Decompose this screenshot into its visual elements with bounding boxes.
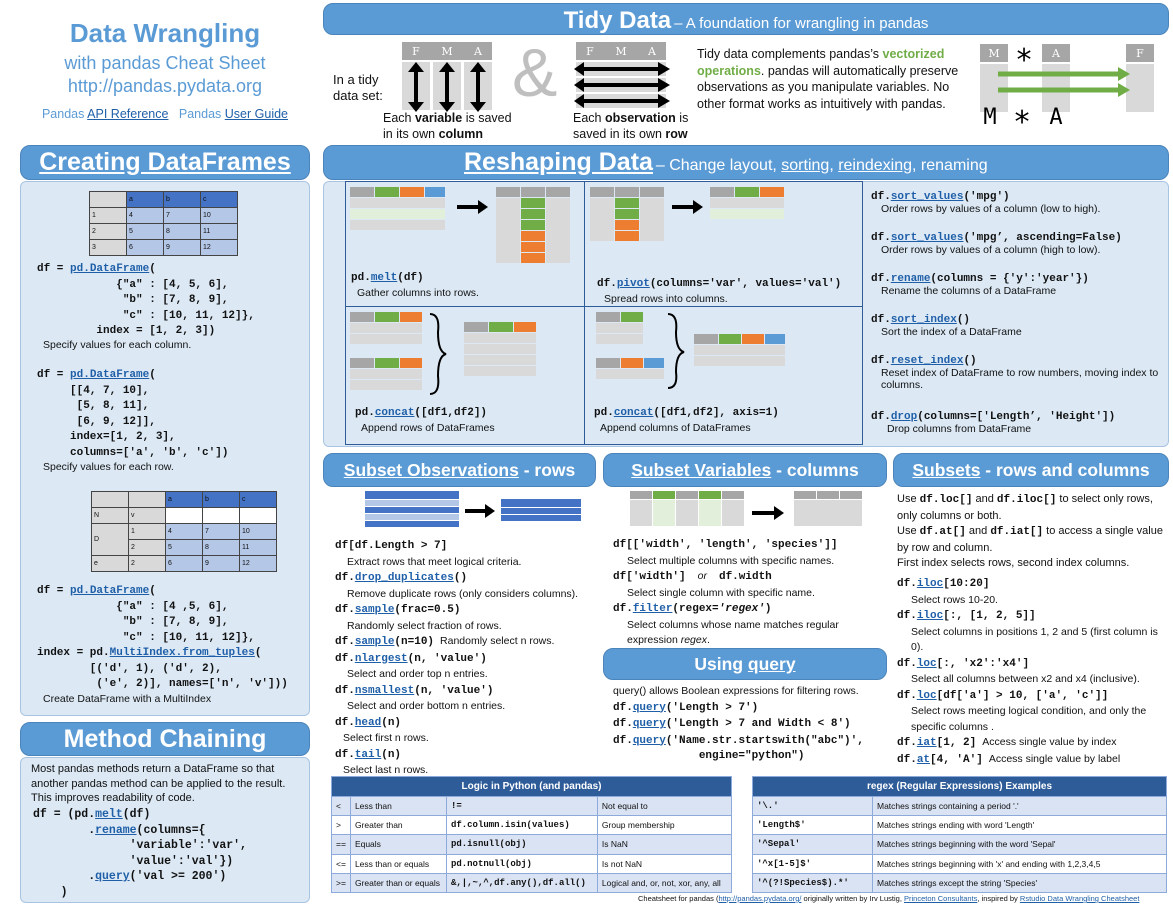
logic-table-title: Logic in Python (and pandas) [332,777,732,797]
pandas-url[interactable]: http://pandas.pydata.org [67,76,263,96]
code-dataframe-multiindex: df = pd.DataFrame( {"a" : [4 ,5, 6], "b" : [7, 8, 9], "c" : [10, 11, 12]}, index = pd.MultiIndex.from_tuples( [('d', 1), ('d', 2), ('e', 2)], names=['n', 'v'])) [37,585,288,690]
ampersand: & [512,35,558,111]
creating-title: Creating DataFrames [39,148,291,176]
vars-single-column-desc: Select single column with specific name. [627,586,815,599]
page-title: Data Wrangling [69,18,261,48]
guide-prefix: Pandas [178,107,222,121]
using-query-header: Using query [603,648,887,680]
obs-item-drop-duplicates: df.drop_duplicates() Remove duplicate rows (only considers columns). [335,572,579,600]
svg-text:A: A [1052,47,1060,60]
subset-columns-graphic [630,491,870,531]
chaining-desc: Most pandas methods return a DataFrame so that another pandas method can be applied to the result. This improves readability of code. [31,763,286,804]
obs-item-sample-frac: df.sample(frac=0.5) Randomly select fraction of rows. [335,604,502,632]
desc-dataframe-multiindex: Create DataFrame with a MultiIndex [43,693,212,705]
footer-pandas-link[interactable]: http://pandas.pydata.org/ [718,894,802,903]
obs-item-nlargest: df.nlargest(n, 'value') Select and order top n entries. [335,652,488,680]
creating-dataframes-header [20,145,310,180]
concat-columns-desc: Append columns of DataFrames [600,422,751,434]
table-row: '^Sepal' Matches strings beginning with the word 'Sepal' [753,835,1167,854]
subset-at: df.at[4, 'A'] Access single value by label [897,752,1121,766]
regex-table-box [752,776,1167,893]
query-example-1: df.query('Length > 7') [613,701,759,714]
pivot-desc: Spread rows into columns. [604,293,728,305]
melt-graphic [350,187,580,272]
in-tidy-line1: In a tidy [333,72,379,87]
method-sort-index: df.sort_index() Sort the index of a DataFrame [871,314,1022,338]
vectorized-graphic [978,42,1164,132]
method-sort-values: df.sort_values('mpg') Order rows by values of a column (low to high). [871,191,1101,215]
tidy-data-title: Tidy Data [563,7,672,34]
table-row: == Equals pd.isnull(obj) Is NaN [332,835,732,854]
subset-loc-condition: df.loc[df['a'] > 10, ['a', 'c']] Select rows meeting logical condition, and only the specific columns . [897,689,1147,733]
footer-credit: Cheatsheet for pandas (http://pandas.pydata.org/ originally written by Irv Lustig, Princeton Consultants, inspired by Rstudio Data Wrangling Cheatsheet [638,894,1140,903]
obs-item-head: df.head(n) Select first n rows. [335,716,429,744]
col-label-a2: A [648,45,656,58]
subset-iat: df.iat[1, 2] Access single value by index [897,736,1117,749]
footer-princeton-link[interactable]: Princeton Consultants [904,894,978,903]
regex-table-title: regex (Regular Expressions) Examples [753,777,1167,797]
in-tidy-label [333,72,383,104]
melt-method: pd.melt(df) [351,272,424,284]
concat-rows-desc: Append rows of DataFrames [361,422,495,434]
svg-text:*: * [1012,105,1032,132]
tidy-data-subtitle: – A foundation for wrangling in pandas [674,15,929,32]
code-dataframe-list: df = pd.DataFrame( [[4, 7, 10], [5, 8, 11], [6, 9, 12]], index=[1, 2, 3], columns=['a', 'b', 'c']) [37,369,229,459]
method-drop: df.drop(columns=['Length’, 'Height']) Drop columns from DataFrame [871,411,1116,435]
subset-rows-graphic [365,491,585,531]
query-desc: query() allows Boolean expressions for filtering rows. [613,685,859,697]
vars-multi-columns-code: df[['width', 'length', 'species']] [613,539,838,551]
table-row: '^x[1-5]$' Matches strings beginning with 'x' and ending with 1,2,3,4,5 [753,854,1167,873]
query-example-2: df.query('Length > 7 and Width < 8') [613,718,851,730]
desc-dataframe-dict: Specify values for each column. [43,339,192,351]
method-reset-index: df.reset_index() Reset index of DataFrame to row numbers, moving index to columns. [871,355,1159,391]
observations-rows-graphic [572,40,672,112]
concat-rows-method: pd.concat([df1,df2]) [355,407,488,419]
obs-item-sample-n: df.sample(n=10) Randomly select n rows. [335,635,555,648]
observation-caption: Each observation is saved in its own row [573,111,689,141]
query-section [613,684,888,765]
svg-text:F: F [1136,47,1144,60]
regex-table [752,776,1167,893]
subset-variables-header: Subset Variables - columns [603,453,887,487]
col-label-f2: F [586,45,594,58]
pivot-method: df.pivot(columns='var', values='val') [597,278,842,290]
tidy-data-header [323,3,1169,35]
logic-table [331,776,732,893]
reference-links [20,107,310,121]
vars-multi-columns-desc: Select multiple columns with specific names. [627,554,835,567]
reshape-methods-list [871,190,1165,435]
code-method-chain: df = (pd.melt(df) .rename(columns={ 'variable':'var', 'value':'val'}) .query('val >= 200') ) [33,808,247,899]
svg-text:*: * [1014,43,1034,78]
reshaping-header: Reshaping Data – Change layout, sorting, reindexing, renaming [323,145,1169,180]
pivot-graphic [590,187,820,272]
method-chaining-header [20,722,310,756]
subset-rows-list [335,538,600,779]
api-reference-link[interactable]: API Reference [87,107,169,121]
svg-text:M: M [988,47,1000,60]
obs-item-tail: df.tail(n) Select last n rows. [335,748,429,776]
subset-columns-list [613,538,888,649]
vars-single-column-code: df['width'] or df.width [613,570,772,583]
in-tidy-line2: data set: [333,88,383,103]
api-prefix: Pandas [41,107,85,121]
footer-rstudio-link[interactable]: Rstudio Data Wrangling Cheatsheet [1019,894,1140,903]
col-label-a: A [474,45,482,58]
logic-table-box [331,776,732,893]
subset-observations-header: Subset Observations - rows [323,453,596,487]
table-row: > Greater than df.column.isin(values) Group membership [332,816,732,835]
table-row: '^(?!Species$).*' Matches strings except the string 'Species' [753,873,1167,892]
col-label-f: F [412,45,420,58]
concat-rows-graphic [350,312,580,402]
svg-text:A: A [1049,105,1063,130]
subsets-header: Subsets - rows and columns [893,453,1169,487]
vars-filter-code: df.filter(regex='regex') [613,603,772,615]
query-example-3-cont: engine="python") [613,750,805,762]
header [20,18,310,121]
melt-desc: Gather columns into rows. [357,287,479,299]
table-row: '\.' Matches strings containing a period '.' [753,797,1167,816]
method-sort-values-desc: df.sort_values('mpg’, ascending=False) Order rows by values of a column (high to low). [871,232,1122,256]
method-rename: df.rename(columns = {'y':'year'}) Rename the columns of a DataFrame [871,273,1089,297]
user-guide-link[interactable]: User Guide [224,107,289,121]
page-subtitle: with pandas Cheat Sheet [64,53,266,73]
subsets-intro: Use df.loc[] and df.iloc[] to select only rows, only columns or both. Use df.at[] and df.iat[] to access a single value by row and column. First index selects rows, second index columns. [897,493,1163,569]
df-table-multiindex: a b c N v D 1 4 7 10 2 5 8 11 e 2 6 9 12 [91,491,277,572]
table-row: 'Length$' Matches strings ending with word 'Length' [753,816,1167,835]
concat-columns-method: pd.concat([df1,df2], axis=1) [594,407,779,419]
subsets-list [897,576,1167,768]
chaining-title: Method Chaining [63,725,267,753]
desc-dataframe-list: Specify values for each row. [43,461,174,473]
subset-iloc-rows: df.iloc[10:20] Select rows 10-20. [897,578,998,606]
reshaping-title: Reshaping Data [464,148,653,176]
col-label-m: M [441,45,453,58]
tidy-description: Tidy data complements pandas’s vectorized operations. pandas will automatically preserve observations as you manipulate variables. No other format works as intuitively with pandas. [697,47,959,111]
vars-filter-desc: Select columns whose name matches regular expression regex. [627,618,839,646]
table-row: <= Less than or equals pd.notnull(obj) Is not NaN [332,854,732,873]
subset-iloc-columns: df.iloc[:, [1, 2, 5]] Select columns in positions 1, 2 and 5 (first column is 0). [897,610,1158,653]
code-dataframe-dict: df = pd.DataFrame( {"a" : [4, 5, 6], "b" : [7, 8, 9], "c" : [10, 11, 12]}, index = [1, 2, 3]) [37,263,255,337]
obs-item-logical: df[df.Length > 7] Extract rows that meet logical criteria. [335,540,522,568]
variable-caption: Each variable is saved in its own column [383,111,512,141]
df-table-1: a b c 1 4 7 10 2 5 8 11 3 6 9 12 [89,191,238,256]
variables-columns-graphic [400,40,496,112]
table-row: >= Greater than or equals &,|,~,^,df.any(),df.all() Logical and, or, not, xor, any, all [332,873,732,892]
concat-columns-graphic [596,312,816,402]
subset-loc-range: df.loc[:, 'x2':'x4'] Select all columns between x2 and x4 (inclusive). [897,657,1140,685]
col-label-m2: M [615,45,627,58]
table-row: < Less than != Not equal to [332,797,732,816]
obs-item-nsmallest: df.nsmallest(n, 'value') Select and order bottom n entries. [335,684,506,712]
query-example-3: df.query('Name.str.startswith("abc")', [613,734,864,747]
svg-text:M: M [983,105,997,130]
